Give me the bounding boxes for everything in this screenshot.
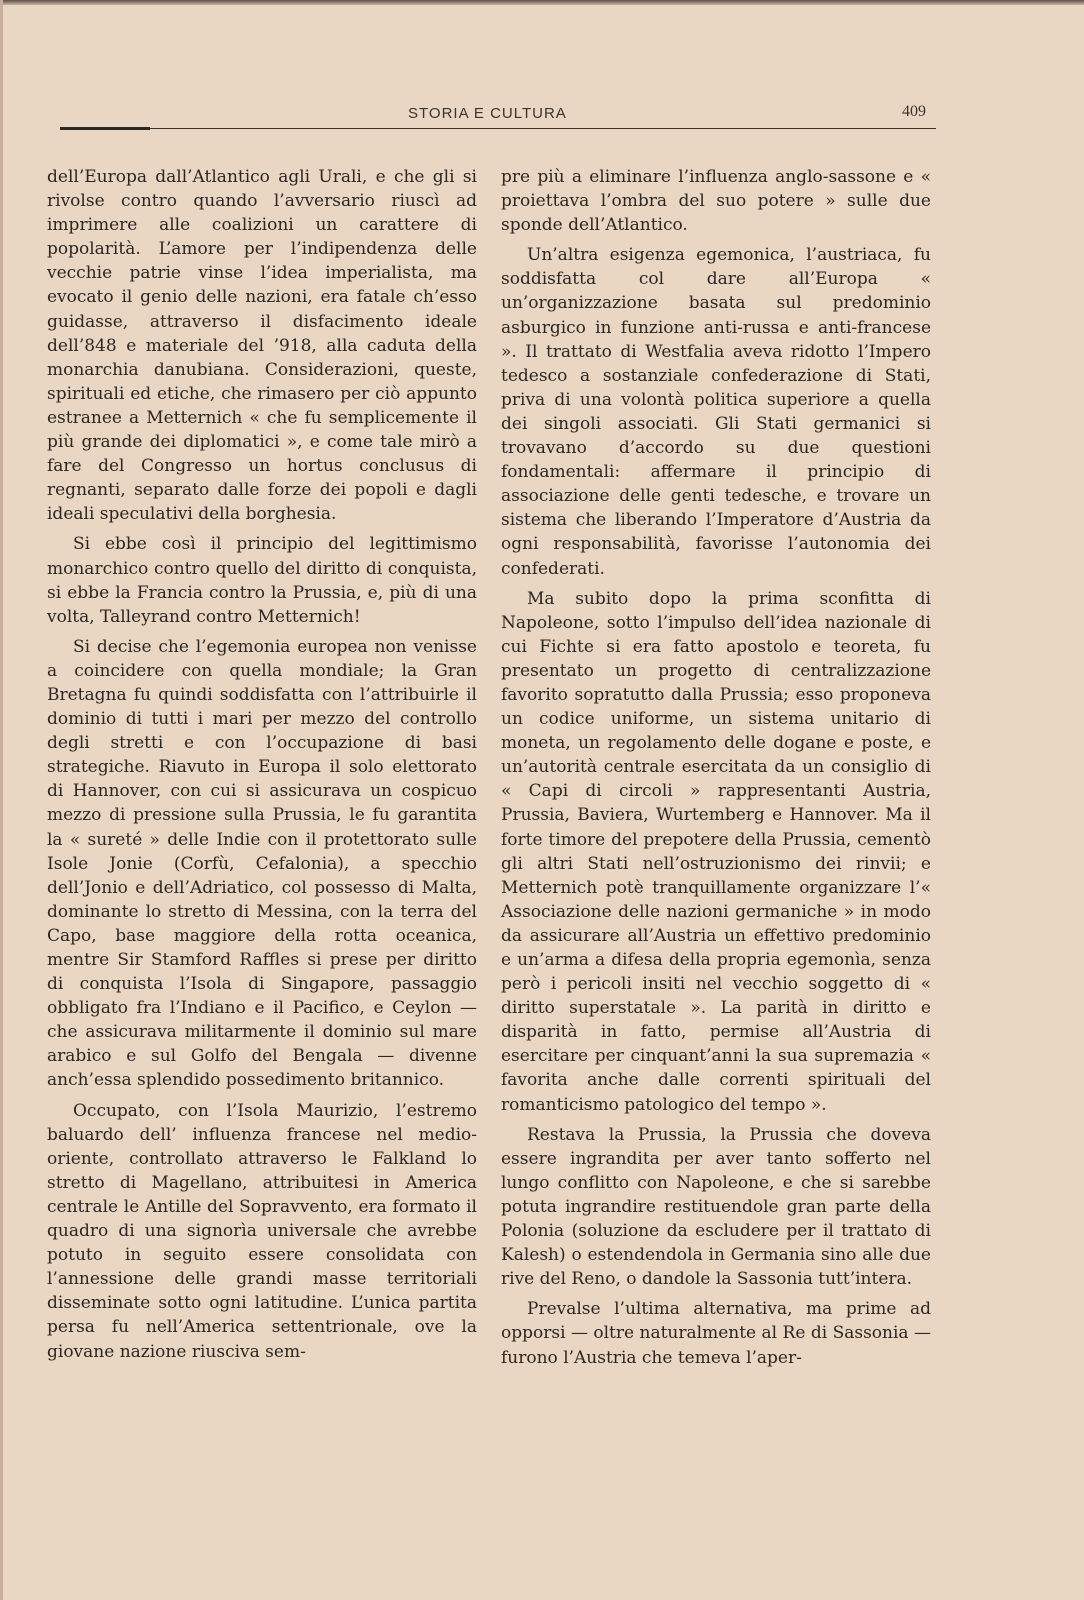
paragraph: Ma subito dopo la prima sconfitta di Napoleone, sotto l’impulso dell’idea nazionale di cui Fichte si era fatto apostolo e teoreta, fu presentato un progetto di centralizzazione favorito sopratutto dalla Prussia; esso proponeva un codice uniforme, un sistema unitario di moneta, un regolamento delle dogane e poste, e un’autorità centrale esercitata da un consiglio di « Capi di circoli » rappresentanti Austria, Prussia, Baviera, Wurtemberg e Hannover. Ma il forte timore del prepotere della Prussia, cementò gli altri Stati nell’ostruzionismo dei rinvii; e Metternich potè tranquillamente organizzare l’« Associazione delle nazioni germaniche » in modo da assicurare all’Austria un effettivo predominio e un’arma a difesa della propria egemonìa, senza però i pericoli insiti nel vecchio soggetto di « diritto superstatale ». La parità in diritto e disparità in fatto, permise all’Austria di esercitare per cinquant’anni la sua supremazia « favorita anche dalle correnti spirituali del romanticismo patologico del tempo ».: [501, 588, 931, 1115]
page-header: [0, 103, 1084, 127]
right-column: [501, 165, 931, 1376]
page-left-edge: [0, 0, 3, 1600]
paragraph: pre più a eliminare l’influenza anglo-sassone e « proiettava l’ombra del suo potere » sulle due sponde dell’Atlantico.: [501, 167, 931, 236]
header-rule-thick: [60, 127, 150, 130]
page-top-edge: [0, 0, 1084, 5]
paragraph: Si ebbe così il principio del legittimismo monarchico contro quello del diritto di conquista, si ebbe la Francia contro la Prussia, e, più di una volta, Talleyrand contro Metternich!: [47, 534, 477, 627]
running-head: STORIA E CULTURA: [408, 105, 567, 122]
paragraph: dell’Europa dall’Atlantico agli Urali, e che gli si rivolse contro quando l’avversario riuscì ad imprimere alle coalizioni un carattere di popolarità. L’amore per l’indipendenza delle vecchie patrie vinse l’idea imperialista, ma evocato il genio delle nazioni, era fatale ch’esso guidasse, attraverso il disfacimento ideale dell’848 e materiale del ’918, alla caduta della monarchia danubiana. Considerazioni, queste, spirituali ed etiche, che rimasero per ciò appunto estranee a Metternich « che fu semplicemente il più grande dei diplomatici », e come tale mirò a fare del Congresso un hortus conclusus di regnanti, separato dalle forze dei popoli e dagli ideali speculativi della borghesia.: [47, 167, 477, 525]
paragraph: Restava la Prussia, la Prussia che doveva essere ingrandita per aver tanto sofferto nel lungo conflitto con Napoleone, e che si sarebbe potuta ingrandire restituendole gran parte della Polonia (soluzione da escludere per il trattato di Kalesh) o estendendola in Germania sino alle due rive del Reno, o dandole la Sassonia tutt’intera.: [501, 1124, 931, 1290]
paragraph: Si decise che l’egemonia europea non venisse a coincidere con quella mondiale; la Gran Bretagna fu quindi soddisfatta con l’attribuirle il dominio di tutti i mari per mezzo del controllo degli stretti e con l’occupazione di basi strategiche. Riavuto in Europa il solo elettorato di Hannover, con cui si assicurava un cospicuo mezzo di pressione sulla Prussia, le fu garantita la « sureté » delle Indie con il protettorato sulle Isole Jonie (Corfù, Cefalonia), a specchio dell’Jonio e dell’Adriatico, col possesso di Malta, dominante lo stretto di Messina, con la terra del Capo, base maggiore della rotta oceanica, mentre Sir Stamford Raffles si prese per diritto di conquista l’Isola di Singapore, passaggio obbligato fra l’Indiano e il Pacifico, e Ceylon — che assicurava militarmente il dominio sul mare arabico e sul Golfo del Bengala — divenne anch’essa splendido possedimento britannico.: [47, 636, 477, 1091]
paragraph: Occupato, con l’Isola Maurizio, l’estremo baluardo dell’ influenza francese nel medio-oriente, controllato attraverso le Falkland lo stretto di Magellano, attribuitesi in America centrale le Antille del Sopravvento, era formato il quadro di una signorìa universale che avrebbe potuto in seguito essere consolidata con l’annessione delle grandi masse territoriali disseminate sotto ogni latitudine. L’unica partita persa fu nell’America settentrionale, ove la giovane nazione riusciva sem-: [47, 1100, 477, 1362]
paragraph: Prevalse l’ultima alternativa, ma prime ad opporsi — oltre naturalmente al Re di Sassonia — furono l’Austria che temeva l’aper-: [501, 1299, 931, 1368]
paragraph: Un’altra esigenza egemonica, l’austriaca, fu soddisfatta col dare all’Europa « un’organizzazione basata sul predominio asburgico in funzione anti-russa e anti-francese ». Il trattato di Westfalia aveva ridotto l’Impero tedesco a sostanziale confederazione di Stati, priva di una volontà politica superiore a quella dei singoli associati. Gli Stati germanici si trovavano d’accordo su due questioni fondamentali: affermare il principio di associazione delle genti tedesche, e trovare un sistema che liberando l’Imperatore d’Austria da ogni responsabilità, favorisse l’autonomia dei confederati.: [501, 245, 931, 579]
header-rule: [150, 128, 936, 129]
left-column: [47, 165, 477, 1370]
page-number: 409: [902, 103, 926, 120]
